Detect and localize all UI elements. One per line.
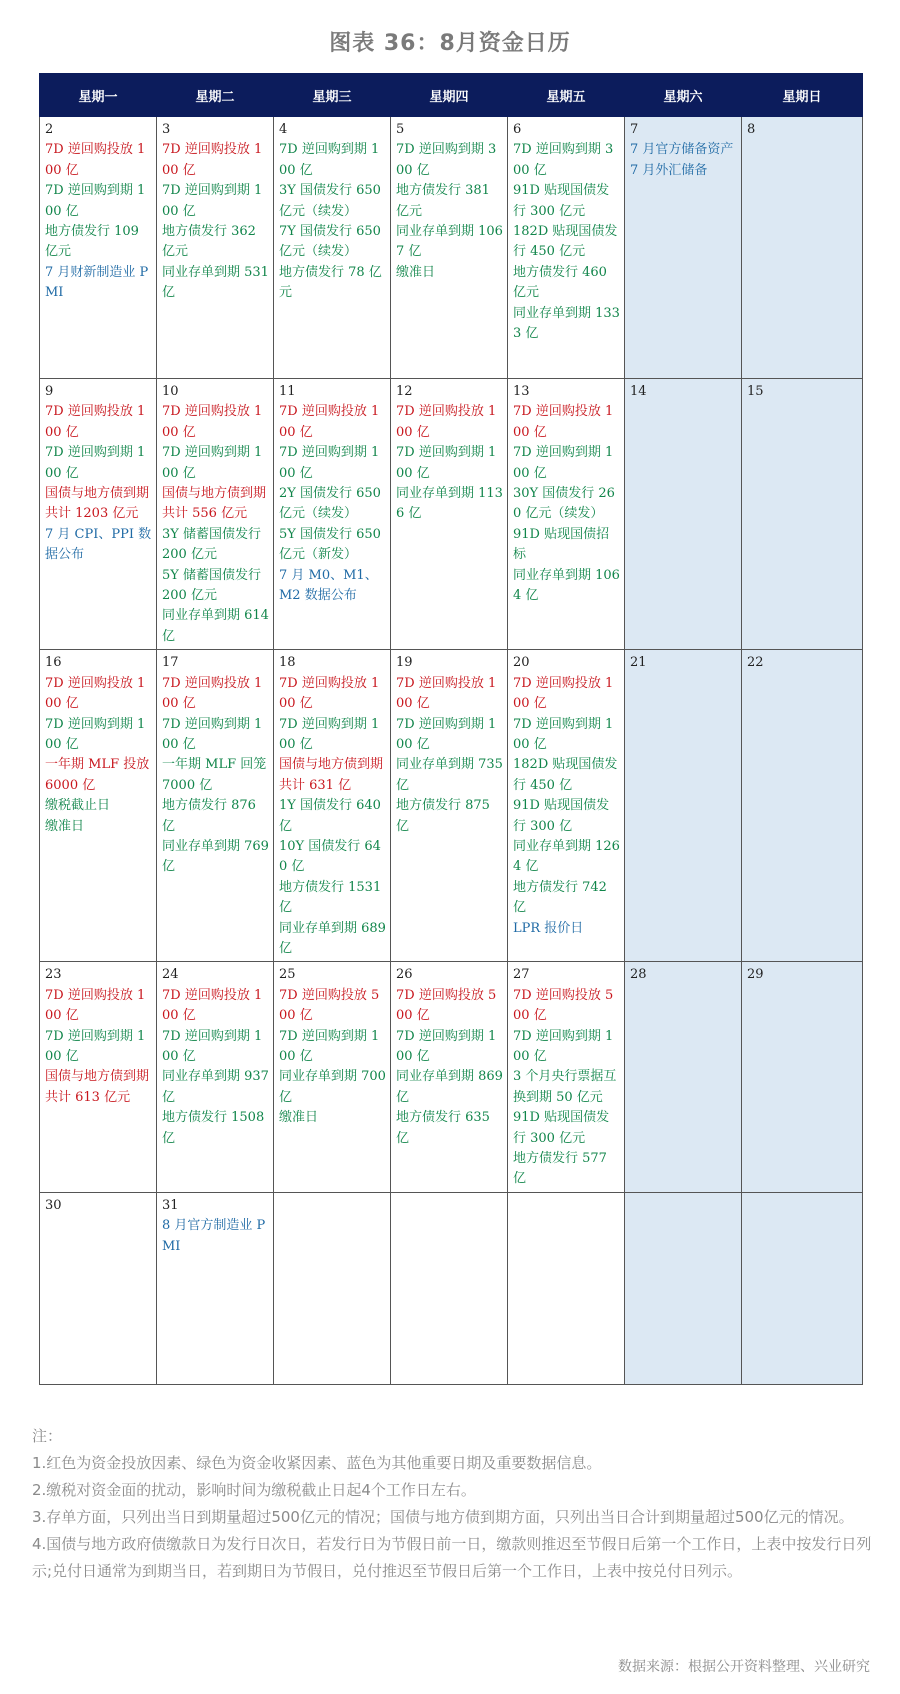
calendar-event: 同业存单到期 531 亿 <box>162 264 269 301</box>
calendar-event: 8 月官方制造业 PMI <box>162 1218 266 1254</box>
calendar-day-cell <box>625 117 742 379</box>
calendar-event: 地方债发行 875 亿 <box>396 798 490 834</box>
calendar-event: 同业存单到期 769 亿 <box>162 838 269 875</box>
calendar-event: 7D 逆回购投放 100 亿 <box>279 404 380 440</box>
calendar-event: 同业存单到期 937 亿 <box>162 1069 269 1105</box>
calendar-event: LPR 报价日 <box>513 920 584 936</box>
calendar-week-row <box>40 117 863 379</box>
weekday-header-row <box>40 74 863 117</box>
day-number: 2 <box>45 122 54 137</box>
calendar-event: 7 月 M0、M1、M2 数据公布 <box>279 567 378 604</box>
day-number: 19 <box>396 655 413 671</box>
calendar-event: 缴准日 <box>45 818 85 834</box>
calendar-week-row <box>40 650 863 962</box>
calendar-event: 国债与地方债到期共计 631 亿 <box>279 757 384 793</box>
calendar-event: 7D 逆回购投放 100 亿 <box>396 404 497 440</box>
calendar-day-cell <box>742 1192 863 1384</box>
day-number: 28 <box>630 967 647 983</box>
day-number: 7 <box>630 122 639 137</box>
calendar-event: 7D 逆回购到期 100 亿 <box>162 183 263 219</box>
day-number: 5 <box>396 122 405 137</box>
calendar-event: 7D 逆回购到期 100 亿 <box>45 716 146 752</box>
calendar-event: 地方债发行 876 亿 <box>162 798 256 834</box>
weekday-header: 星期三 <box>274 74 391 117</box>
day-number: 9 <box>45 384 54 399</box>
calendar-day-cell <box>508 379 625 650</box>
note-item: 2.缴税对资金面的扰动，影响时间为缴税截止日起4个工作日左右。 <box>32 1481 476 1499</box>
calendar-event: 7D 逆回购到期 300 亿 <box>396 142 497 178</box>
calendar-event: 7D 逆回购到期 100 亿 <box>45 445 146 481</box>
weekday-header: 星期五 <box>508 74 625 117</box>
calendar-event: 7D 逆回购投放 100 亿 <box>45 987 146 1024</box>
calendar-event: 7D 逆回购投放 100 亿 <box>396 675 497 712</box>
calendar-event: 7D 逆回购到期 100 亿 <box>162 716 263 752</box>
calendar-day-cell <box>742 117 863 379</box>
calendar-event: 7D 逆回购投放 100 亿 <box>513 404 614 440</box>
day-number: 21 <box>630 655 647 671</box>
calendar-event: 7D 逆回购到期 100 亿 <box>162 1028 263 1064</box>
calendar-event: 7D 逆回购投放 100 亿 <box>513 675 614 712</box>
calendar-event: 7 月 CPI、PPI 数据公布 <box>45 526 152 563</box>
day-number: 31 <box>162 1197 179 1213</box>
calendar-event: 7D 逆回购到期 100 亿 <box>396 1028 497 1064</box>
calendar-event: 7D 逆回购投放 100 亿 <box>162 142 263 178</box>
calendar-event: 同业存单到期 735 亿 <box>396 757 503 793</box>
calendar-event: 7D 逆回购到期 100 亿 <box>279 142 380 178</box>
day-number: 26 <box>396 967 413 983</box>
day-number: 23 <box>45 967 62 983</box>
day-number: 8 <box>747 122 756 137</box>
funding-calendar-table <box>39 73 863 1385</box>
calendar-event: 7D 逆回购投放 500 亿 <box>396 987 497 1024</box>
weekday-header: 星期四 <box>391 74 508 117</box>
day-number: 22 <box>747 655 764 671</box>
calendar-event: 一年期 MLF 回笼 7000 亿 <box>162 757 267 793</box>
calendar-event: 国债与地方债到期共计 613 亿元 <box>45 1069 150 1105</box>
calendar-event: 7Y 国债发行 650 亿元（续发） <box>279 224 381 260</box>
calendar-event: 3 个月央行票据互换到期 50 亿元 <box>513 1069 617 1105</box>
day-number: 6 <box>513 122 522 137</box>
calendar-day-cell <box>274 1192 391 1384</box>
calendar-event: 同业存单到期 1067 亿 <box>396 224 503 260</box>
calendar-event: 2Y 国债发行 650 亿元（续发） <box>279 486 381 522</box>
calendar-day-cell <box>625 650 742 962</box>
calendar-day-cell <box>742 650 863 962</box>
calendar-event: 7D 逆回购到期 100 亿 <box>279 445 380 481</box>
calendar-event: 地方债发行 635 亿 <box>396 1110 490 1146</box>
calendar-week-row <box>40 379 863 650</box>
calendar-event: 7D 逆回购投放 100 亿 <box>45 675 146 712</box>
calendar-event: 缴准日 <box>396 264 436 280</box>
calendar-day-cell <box>391 117 508 379</box>
calendar-event: 同业存单到期 1264 亿 <box>513 838 620 875</box>
calendar-week-row <box>40 962 863 1192</box>
calendar-event: 同业存单到期 1333 亿 <box>513 305 620 342</box>
calendar-day-cell <box>157 1192 274 1384</box>
day-number: 30 <box>45 1197 62 1213</box>
calendar-event: 91D 贴现国债发行 300 亿元 <box>513 183 610 219</box>
calendar-event: 缴税截止日 <box>45 798 111 814</box>
calendar-event: 7 月财新制造业 PMI <box>45 264 149 301</box>
calendar-day-cell <box>157 117 274 379</box>
calendar-event: 地方债发行 381 亿元 <box>396 183 490 219</box>
calendar-day-cell <box>157 650 274 962</box>
calendar-day-cell <box>40 117 157 379</box>
calendar-day-cell <box>625 379 742 650</box>
calendar-event: 7D 逆回购到期 100 亿 <box>396 445 497 481</box>
day-number: 15 <box>747 384 764 399</box>
calendar-event: 7D 逆回购到期 100 亿 <box>279 1028 380 1064</box>
calendar-event: 5Y 国债发行 650 亿元（新发） <box>279 526 381 563</box>
calendar-event: 1Y 国债发行 640 亿 <box>279 798 381 834</box>
calendar-event: 地方债发行 742 亿 <box>513 879 607 916</box>
calendar-event: 地方债发行 362 亿元 <box>162 224 256 260</box>
day-number: 17 <box>162 655 179 671</box>
calendar-day-cell <box>742 962 863 1192</box>
calendar-event: 同业存单到期 614 亿 <box>162 608 269 644</box>
calendar-day-cell <box>508 962 625 1192</box>
day-number: 16 <box>45 655 62 671</box>
calendar-event: 182D 贴现国债发行 450 亿 <box>513 757 618 793</box>
data-source: 数据来源：根据公开资料整理、兴业研究 <box>618 1659 870 1675</box>
calendar-event: 7D 逆回购投放 100 亿 <box>162 675 263 712</box>
calendar-day-cell <box>40 1192 157 1384</box>
calendar-week-row <box>40 1192 863 1384</box>
calendar-event: 3Y 国债发行 650 亿元（续发） <box>279 183 381 219</box>
calendar-day-cell <box>391 379 508 650</box>
calendar-event: 地方债发行 1531 亿 <box>279 879 382 916</box>
calendar-event: 地方债发行 460 亿元 <box>513 264 607 301</box>
calendar-event: 7D 逆回购到期 100 亿 <box>162 445 263 481</box>
calendar-day-cell <box>391 962 508 1192</box>
calendar-event: 7D 逆回购到期 100 亿 <box>45 183 146 219</box>
day-number: 10 <box>162 384 179 399</box>
calendar-event: 国债与地方债到期共计 1203 亿元 <box>45 486 150 522</box>
calendar-event: 地方债发行 109 亿元 <box>45 224 139 260</box>
calendar-event: 91D 贴现国债招标 <box>513 526 610 563</box>
weekday-header: 星期二 <box>157 74 274 117</box>
notes-heading: 注： <box>32 1427 63 1445</box>
note-item: 4.国债与地方政府债缴款日为发行日次日，若发行日为节假日前一日，缴款则推迟至节假日后第一个工作日，上表中按发行日列示;兑付日通常为到期当日，若到期日为节假日，兑付推迟至节假日后第一个工作日，上表中按兑付日列示。 <box>32 1535 872 1580</box>
calendar-event: 91D 贴现国债发行 300 亿元 <box>513 1110 610 1146</box>
calendar-event: 同业存单到期 869 亿 <box>396 1069 503 1105</box>
calendar-day-cell <box>274 379 391 650</box>
calendar-event: 7D 逆回购到期 100 亿 <box>279 716 380 752</box>
calendar-event: 7D 逆回购投放 500 亿 <box>513 987 614 1024</box>
weekday-header: 星期一 <box>40 74 157 117</box>
calendar-day-cell <box>157 962 274 1192</box>
calendar-day-cell <box>742 379 863 650</box>
calendar-day-cell <box>625 962 742 1192</box>
day-number: 18 <box>279 655 296 671</box>
day-number: 20 <box>513 655 530 671</box>
day-number: 27 <box>513 967 530 983</box>
calendar-event: 地方债发行 78 亿元 <box>279 264 382 301</box>
calendar-event: 7D 逆回购到期 100 亿 <box>513 445 614 481</box>
calendar-day-cell <box>157 379 274 650</box>
day-number: 3 <box>162 122 171 137</box>
day-number: 24 <box>162 967 179 983</box>
day-number: 13 <box>513 384 530 399</box>
calendar-day-cell <box>508 1192 625 1384</box>
calendar-event: 7 月官方储备资产 <box>630 142 734 158</box>
calendar-event: 7D 逆回购到期 100 亿 <box>513 1028 614 1064</box>
calendar-event: 国债与地方债到期共计 556 亿元 <box>162 486 267 522</box>
calendar-event: 5Y 储蓄国债发行 200 亿元 <box>162 567 261 604</box>
calendar-event: 7D 逆回购投放 100 亿 <box>162 404 263 440</box>
calendar-event: 7D 逆回购投放 100 亿 <box>279 675 380 712</box>
calendar-day-cell <box>40 379 157 650</box>
weekday-header: 星期日 <box>742 74 863 117</box>
calendar-event: 7D 逆回购投放 500 亿 <box>279 987 380 1024</box>
calendar-day-cell <box>508 650 625 962</box>
calendar-event: 30Y 国债发行 260 亿元（续发） <box>513 486 615 522</box>
calendar-event: 7D 逆回购投放 100 亿 <box>162 987 263 1024</box>
calendar-event: 7D 逆回购到期 100 亿 <box>45 1028 146 1064</box>
notes-section <box>32 1423 872 1585</box>
day-number: 4 <box>279 122 288 137</box>
note-item: 1.红色为资金投放因素、绿色为资金收紧因素、蓝色为其他重要日期及重要数据信息。 <box>32 1454 602 1472</box>
calendar-event: 10Y 国债发行 640 亿 <box>279 838 381 875</box>
calendar-day-cell <box>391 1192 508 1384</box>
calendar-day-cell <box>625 1192 742 1384</box>
day-number: 11 <box>279 384 296 399</box>
calendar-event: 7 月外汇储备 <box>630 162 708 178</box>
calendar-event: 7D 逆回购投放 100 亿 <box>45 142 146 178</box>
day-number: 29 <box>747 967 764 983</box>
calendar-event: 182D 贴现国债发行 450 亿元 <box>513 224 618 260</box>
calendar-event: 同业存单到期 1064 亿 <box>513 567 620 604</box>
calendar-event: 一年期 MLF 投放 6000 亿 <box>45 757 150 793</box>
chart-title: 图表 36：8月资金日历 <box>329 31 571 56</box>
calendar-event: 7D 逆回购到期 100 亿 <box>396 716 497 752</box>
calendar-event: 3Y 储蓄国债发行 200 亿元 <box>162 526 261 563</box>
calendar-event: 地方债发行 1508 亿 <box>162 1110 265 1146</box>
weekday-header: 星期六 <box>625 74 742 117</box>
calendar-body <box>40 117 863 1385</box>
calendar-event: 同业存单到期 700 亿 <box>279 1069 386 1105</box>
calendar-day-cell <box>40 650 157 962</box>
calendar-event: 缴准日 <box>279 1110 319 1126</box>
calendar-day-cell <box>274 117 391 379</box>
calendar-event: 同业存单到期 1136 亿 <box>396 486 503 522</box>
calendar-event: 同业存单到期 689 亿 <box>279 920 386 956</box>
calendar-event: 7D 逆回购到期 100 亿 <box>513 716 614 752</box>
day-number: 12 <box>396 384 413 399</box>
calendar-day-cell <box>274 962 391 1192</box>
calendar-day-cell <box>391 650 508 962</box>
calendar-event: 7D 逆回购到期 300 亿 <box>513 142 614 178</box>
note-item: 3.存单方面，只列出当日到期量超过500亿元的情况；国债与地方债到期方面，只列出当日合计到期量超过500亿元的情况。 <box>32 1508 854 1526</box>
day-number: 25 <box>279 967 296 983</box>
calendar-event: 地方债发行 577 亿 <box>513 1151 607 1187</box>
calendar-event: 7D 逆回购投放 100 亿 <box>45 404 146 440</box>
calendar-event: 91D 贴现国债发行 300 亿 <box>513 798 610 834</box>
calendar-day-cell <box>40 962 157 1192</box>
calendar-day-cell <box>508 117 625 379</box>
day-number: 14 <box>630 384 647 399</box>
calendar-day-cell <box>274 650 391 962</box>
